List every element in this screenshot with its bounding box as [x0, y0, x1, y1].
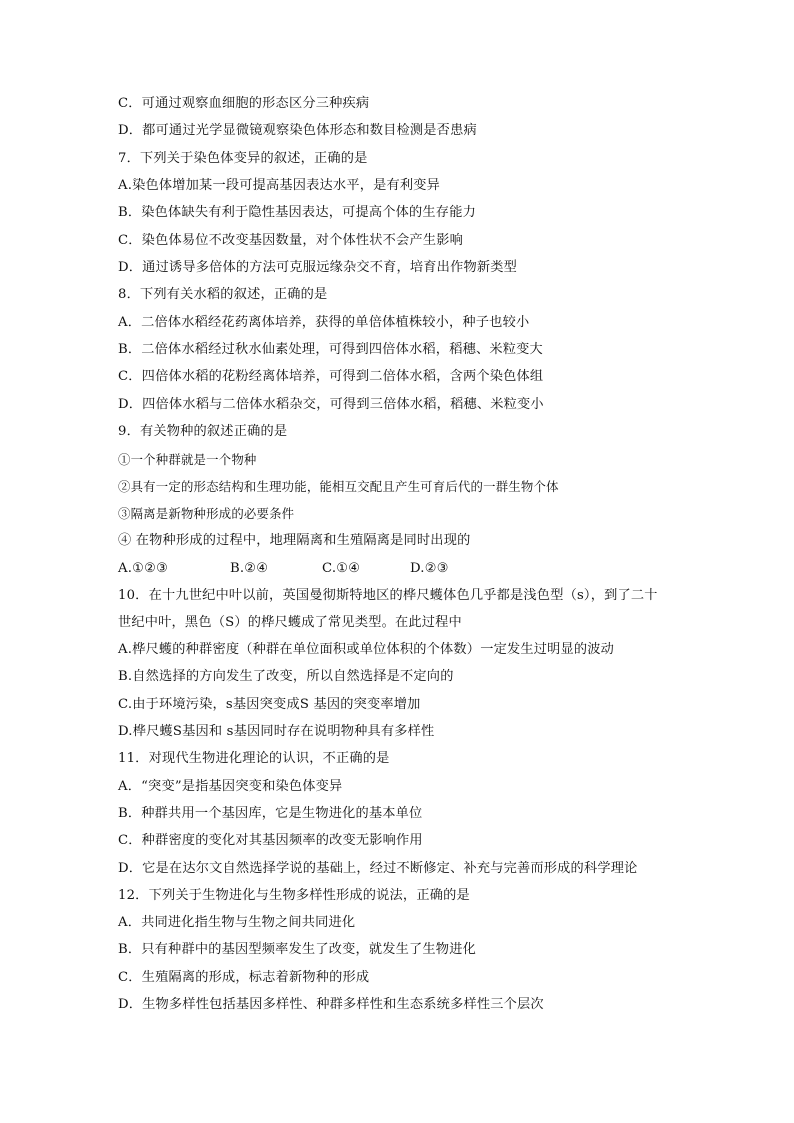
q9-statement-2: ②具有一定的形态结构和生理功能，能相互交配且产生可育后代的一群生物个体 — [118, 479, 559, 494]
q7-option-d: D．通过诱导多倍体的方法可克服远缘杂交不育，培育出作物新类型 — [118, 260, 518, 275]
q9-option-a: A.①②③ — [118, 561, 169, 576]
q7-option-b: B．染色体缺失有利于隐性基因表达，可提高个体的生存能力 — [118, 205, 476, 220]
q9-option-b: B.②④ — [230, 561, 269, 576]
q9-option-c: C.①④ — [322, 561, 361, 576]
q12-option-c: C．生殖隔离的形成，标志着新物种的形成 — [118, 970, 370, 985]
q10-stem-line1: 10．在十九世纪中叶以前，英国曼彻斯特地区的桦尺蠖体色几乎都是浅色型（s），到了二十 — [118, 588, 658, 603]
q9-stem: 9．有关物种的叙述正确的是 — [118, 424, 288, 439]
q11-option-b: B．种群共用一个基因库，它是生物进化的基本单位 — [118, 806, 423, 821]
q10-option-d: D.桦尺蠖S基因和 s基因同时存在说明物种具有多样性 — [118, 724, 435, 739]
q8-option-d: D．四倍体水稻与二倍体水稻杂交，可得到三倍体水稻，稻穗、米粒变小 — [118, 397, 544, 412]
q7-option-a: A.染色体增加某一段可提高基因表达水平，是有利变异 — [118, 178, 441, 193]
q8-option-b: B．二倍体水稻经过秋水仙素处理，可得到四倍体水稻，稻穗、米粒变大 — [118, 342, 543, 357]
q10-option-a: A.桦尺蠖的种群密度（种群在单位面积或单位体积的个体数）一定发生过明显的波动 — [118, 642, 615, 657]
q8-option-c: C．四倍体水稻的花粉经离体培养，可得到二倍体水稻，含两个染色体组 — [118, 369, 544, 384]
q11-option-a: A．“突变”是指基因突变和染色体变异 — [118, 779, 343, 794]
q10-stem-line2: 世纪中叶，黑色（S）的桦尺蠖成了常见类型。在此过程中 — [118, 615, 462, 630]
q10-option-b: B.自然选择的方向发生了改变，所以自然选择是不定向的 — [118, 669, 454, 684]
q7-option-c: C．染色体易位不改变基因数量，对个体性状不会产生影响 — [118, 233, 463, 248]
q10-option-c: C.由于环境污染，s基因突变成S 基因的突变率增加 — [118, 697, 421, 712]
q9-options — [118, 560, 538, 578]
q8-option-a: A．二倍体水稻经花药离体培养，获得的单倍体植株较小，种子也较小 — [118, 315, 530, 330]
q6-option-d: D．都可通过光学显微镜观察染色体形态和数目检测是否患病 — [118, 123, 477, 138]
q9-statement-1: ①一个种群就是一个物种 — [118, 452, 257, 467]
q11-option-c: C．种群密度的变化对其基因频率的改变无影响作用 — [118, 833, 423, 848]
q8-stem: 8．下列有关水稻的叙述，正确的是 — [118, 287, 328, 302]
q11-stem: 11．对现代生物进化理论的认识，不正确的是 — [118, 751, 390, 766]
q12-option-b: B．只有种群中的基因型频率发生了改变，就发生了生物进化 — [118, 942, 476, 957]
q6-option-c: C．可通过观察血细胞的形态区分三种疾病 — [118, 96, 370, 111]
q12-stem: 12．下列关于生物进化与生物多样性形成的说法，正确的是 — [118, 888, 470, 903]
q9-statement-4: ④ 在物种形成的过程中，地理隔离和生殖隔离是同时出现的 — [118, 533, 471, 548]
q11-option-d: D．它是在达尔文自然选择学说的基础上，经过不断修定、补充与完善而形成的科学理论 — [118, 861, 638, 876]
q12-option-d: D．生物多样性包括基因多样性、种群多样性和生态系统多样性三个层次 — [118, 997, 544, 1012]
q7-stem: 7．下列关于染色体变异的叙述，正确的是 — [118, 151, 368, 166]
q9-option-d: D.②③ — [410, 561, 449, 576]
q9-statement-3: ③隔离是新物种形成的必要条件 — [118, 506, 295, 521]
q12-option-a: A．共同进化指生物与生物之间共同进化 — [118, 915, 356, 930]
